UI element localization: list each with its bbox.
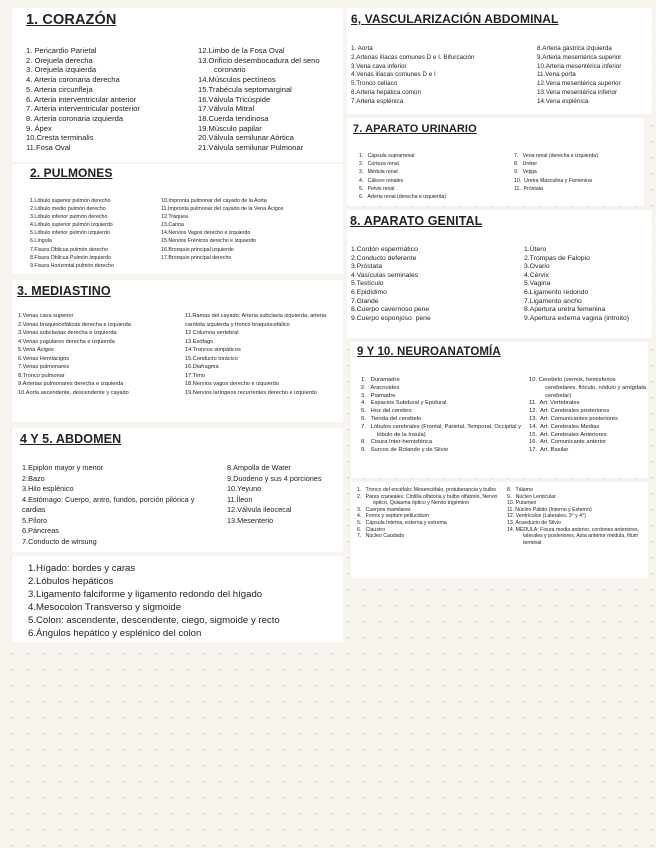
list-item: 10.Aorta ascendente, descendente y cayado: [18, 389, 129, 396]
section-title: 2. PULMONES: [30, 166, 113, 180]
list-item: 10.Yeyuno: [227, 484, 262, 493]
list-item: 4.Venas yugulares derecha e izquierda: [18, 338, 115, 345]
list-item: 19.Nervios laríngeos recurrentes derecho e izquierdo: [185, 389, 317, 396]
list-item: 4.Vasículas seminales: [351, 271, 419, 279]
list-item: 1. Cápsula suprarrenal: [359, 153, 415, 159]
list-item: 6.Epidídimo: [351, 288, 387, 296]
list-item: 11.Íleon: [227, 494, 253, 504]
list-item: 5.Vena Ácigos: [18, 347, 54, 353]
section-title: 1. CORAZÓN: [26, 12, 117, 28]
list-item: 6. Claustro: [357, 526, 385, 533]
section-title: 7. APARATO URINARIO: [353, 123, 477, 135]
list-item: 7.Glande: [351, 297, 379, 305]
list-item: 14.Vena esplénica: [537, 97, 589, 105]
list-item: 6.Ligamento redondo: [524, 288, 589, 296]
list-item: 6. Arteria renal (derecha e izquierda): [359, 194, 447, 201]
list-item: 3.Ovario: [524, 263, 550, 271]
list-item: 4. Espacios Subdural y Epidural: [361, 400, 447, 407]
list-item: 5. Cápsula Interna, externa y extrema: [357, 519, 447, 526]
list-item: 12.Tráquea: [161, 214, 188, 221]
list-item: 10. Putamen: [507, 500, 537, 507]
list-item: 12.Columna vertebral: [185, 330, 239, 336]
list-item: 2.Venas braquiocefálicas derecha e izquierda: [18, 321, 131, 328]
list-item: 7.Fisura Oblicua pulmón derecho: [30, 246, 109, 253]
column-right: [185, 312, 335, 397]
list-item: 8.Arteria gástrica izquierda: [537, 45, 612, 52]
list-item: 3.Próstata: [351, 263, 382, 271]
list-item: 6. Arteria interventricular anterior: [26, 94, 137, 104]
list-item: 9. Ápex: [26, 123, 52, 133]
list-item: 3.Lóbulo inferior pulmón derecho: [30, 214, 108, 221]
list-item: 4.Mesocolon Transverso y sigmoide: [28, 602, 182, 613]
list-item: 8.Ampolla de Water: [227, 463, 291, 472]
list-item: 2. Orejuela derecha: [26, 55, 93, 65]
list-item: 4.Lóbulo superior pulmón izquierdo: [30, 222, 113, 229]
list-item: 4.Venas ilíacas comunes D e I: [351, 71, 436, 79]
list-item: 10.Impronta pulmonar del cayado de la Aorta: [161, 198, 267, 204]
list-item: 2.Lóbulos hepáticos: [28, 576, 114, 587]
list-item: 20.Válvula semilunar Aórtica: [198, 133, 294, 143]
list-item: 9.Fisura Horizontal pulmón derecho: [30, 262, 114, 269]
list-item: 3.Ligamento falciforme y ligamento redondo del hígado: [28, 589, 263, 600]
list-item: 8.Tronco pulmonar: [18, 372, 65, 379]
list-item: 14. MÉDULA: Fisura media anterior, cordones anteriores, laterales y posteriores, Asta anterior médula, filum terminal: [507, 526, 641, 546]
list-item: 8.Cuerpo cavernoso pene: [351, 306, 430, 314]
list-item: 15.Nervios Frénicos derecho e izquierdo: [161, 238, 257, 245]
list-item: 7.Venas pulmonares: [18, 364, 69, 370]
column-left: [351, 246, 524, 323]
list-item: 5.Vagina: [524, 280, 551, 288]
list-item: 11.Vena porta: [537, 71, 576, 79]
section-neuro: [351, 342, 648, 478]
list-item: 5. Arteria circunfleja: [26, 84, 93, 94]
section-corazon: [12, 8, 343, 162]
list-item: 12.Vena mesentérica superior: [537, 80, 621, 88]
column-right: [529, 377, 647, 455]
list-item: 1.Lóbulo superior pulmón derecho: [30, 198, 111, 204]
list-item: 4. Cálices renales: [359, 177, 404, 184]
list-item: 3. Piamadre: [361, 392, 396, 399]
column-right: [524, 246, 650, 323]
section-neuro-continuation: [351, 482, 648, 578]
list-item: 19.Músculo papilar: [198, 123, 262, 133]
section-title: 6, VASCULARIZACIÓN ABDOMINAL: [351, 12, 559, 26]
list-item: 1. Pericardio Parietal: [26, 46, 97, 55]
section-title: 8. APARATO GENITAL: [350, 214, 483, 228]
column-right: [227, 463, 343, 547]
list-item: 3. Cuerpos mamilares: [357, 506, 411, 513]
list-item: 3.Vena cava inferior: [351, 62, 407, 70]
list-item: 8.Fisura Oblicua Pulmón izquierdo: [30, 254, 111, 261]
section-mediastino: [12, 280, 343, 422]
list-item: 13.Mesenterio: [227, 515, 274, 525]
list-item: 21.Válvula semilunar Pulmonar: [198, 143, 304, 153]
list-item: 5.Colon: ascendente, descendente, ciego, sigmoide y recto: [28, 615, 280, 626]
list-item: 13.Esófago: [185, 338, 214, 345]
list-item: 10.Cresta terminalis: [26, 133, 94, 143]
list-item: 7.Arteria esplénica: [351, 97, 404, 105]
list-item: 7. Arteria interventricular posterior: [26, 104, 140, 114]
list-item: 5.Lóbulo inferior pulmón izquierdo: [30, 230, 110, 237]
list-item: 14. Art. Cerebrales Medias: [529, 423, 600, 430]
list-item: 2.Lóbulo medio pulmón derecho: [30, 206, 106, 213]
column-left: [18, 312, 185, 397]
list-item: 11. Art. Vertebrales: [529, 400, 580, 407]
list-item: 7.Conducto de wirsung: [22, 536, 97, 546]
list-item: 10. Uretra Masculina y Femenina: [514, 177, 592, 184]
list-item: 9.Duodeno y sus 4 porciones: [227, 473, 322, 483]
section-genital: [347, 210, 652, 338]
column-left: [357, 487, 507, 546]
list-item: 5.Píloro: [22, 515, 48, 525]
list-item: 2.Arterias ilíacas comunes D e I. Bifurcación: [351, 53, 475, 61]
list-item: 12.Limbo de la Fosa Oval: [198, 46, 285, 55]
list-item: 11.Fosa Oval: [26, 143, 71, 153]
list-item: 1.Hígado: bordes y caras: [28, 563, 136, 574]
list-item: 6.Língula: [30, 238, 52, 245]
column-left: [26, 46, 198, 153]
list-item: 8. Uréter: [514, 161, 538, 168]
column-right: [161, 197, 337, 270]
column-left: [22, 463, 227, 547]
list-item: 7. Vena renal (derecha e izquierda): [514, 153, 598, 159]
list-item: 18.Cuerda tendinosa: [198, 113, 269, 123]
list-item: 9.Arterias pulmonares derecha e izquierda: [18, 381, 124, 387]
list-item: 13. Art. Comunicantes posteriores: [529, 415, 618, 422]
list-item: 9.Arteria mesentérica superior: [537, 53, 622, 61]
list-item: 2. Corteza renal: [359, 161, 399, 168]
list-item: 9.Apertura externa vagina (introito): [524, 314, 630, 322]
list-item: 11.Ramas del cayado: Arteria subclavia izquierda, arteria carótida izquierda y tronco braquiocefálico: [185, 313, 328, 328]
list-item: 9. Núcleo Lenticular: [507, 493, 556, 500]
list-item: 4.Cérvix: [524, 271, 549, 279]
list-item: 5. Hoz del cerebro: [361, 408, 412, 415]
list-item: 15.Conducto torácico: [185, 355, 238, 362]
list-item: 6. Tienda del cerebelo: [361, 415, 422, 422]
section-urinario: [347, 118, 644, 206]
list-item: 1. Duramadre: [361, 377, 400, 383]
list-item: 15.Trabécula septomarginal: [198, 84, 292, 94]
list-item: 2.Conducto deferente: [351, 254, 417, 262]
list-item: 3.Venas subclavias derecha e izquierda: [18, 330, 117, 336]
list-item: 9.Cuerpo esponjoso pene: [351, 314, 431, 322]
list-item: 15. Art. Cerebrales Anteriores: [529, 431, 607, 438]
list-item: 1. Aorta: [351, 45, 373, 52]
list-item: 6.Ángulos hepático y esplénico del colon: [28, 628, 202, 639]
list-item: 7.Ligamento ancho: [524, 297, 582, 305]
list-item: 17. Art. Basilar: [529, 447, 569, 454]
list-item: 2.Trompas de Falopio: [524, 254, 590, 262]
column-right: [514, 152, 641, 201]
list-item: 7. Núcleo Caudado: [357, 533, 405, 540]
list-item: 14.Troncos simpáticos: [185, 347, 241, 353]
list-item: 1. Tronco del encéfalo: Mesencéfalo, protuberancia y bulbo: [357, 487, 496, 493]
list-item: 5.Tronco celíaco: [351, 80, 398, 88]
list-item: 11. Núcleo Pálido (Interno y Externo): [507, 506, 592, 513]
section-higado: [12, 556, 343, 642]
list-item: 14.Nervios Vagos derecho e izquierdo: [161, 230, 251, 237]
list-item: 16. Art. Comunicante anterior: [529, 439, 607, 446]
list-item: 3. Médula renal: [359, 169, 398, 176]
list-item: 9. Vejiga: [514, 169, 537, 176]
list-item: 18.Nervios vagos derecho e izquierdo: [185, 381, 279, 387]
list-item: 6.Venas Hemiácigos: [18, 355, 69, 362]
section-pulmones: [12, 164, 343, 274]
list-item: 2. Pares craneales: Cintilla olfatoria y bulbo olfatorio, Nervio óptico, Quiasma óptico y Nervio trigémino: [357, 493, 499, 507]
list-item: 12.Válvula ileocecal: [227, 505, 292, 514]
column-right: [198, 46, 340, 153]
list-item: 14.Músculos pectíneos: [198, 75, 276, 85]
list-item: 6.Arteria hepática común: [351, 88, 422, 96]
column-left: [30, 197, 161, 270]
list-item: 4.Estómago: Cuerpo, antro, fundos, porción pilórica y cardias: [22, 494, 197, 514]
list-item: 6.Páncreas: [22, 526, 59, 535]
list-item: 12. Art. Cerebrales posteriores: [529, 408, 610, 415]
list-item: 10.Arteria mesentérica inferior: [537, 62, 622, 70]
section-abdomen: [12, 428, 343, 552]
list-item: 17.Bronquio principal derecho: [161, 254, 232, 261]
list-item: 7. Lóbulos cerebrales (Frontal, Parietal, Temporal, Occipital y lóbulo de la ínsula): [361, 423, 523, 438]
column-left: [361, 377, 529, 455]
list-item: 13.Carina: [161, 222, 184, 229]
item-list: [28, 562, 340, 640]
list-item: 11.Impronta pulmonar del cayado de la Vena Ácigos: [161, 206, 284, 213]
list-item: 5.Testículo: [351, 280, 384, 288]
section-vascularizacion: [347, 8, 652, 114]
section-title: 9 Y 10. NEUROANATOMÍA: [357, 346, 501, 358]
list-item: 2. Aracnoides: [361, 384, 400, 391]
list-item: 9. Surcos de Rolando y de Silvio: [361, 447, 449, 454]
list-item: 8. Tálamo: [507, 487, 533, 493]
list-item: 13.Orificio desembocadura del seno coronario: [198, 55, 322, 75]
list-item: 8.Apertura uretra femenina: [524, 306, 606, 314]
list-item: 16.Bronquio principal izquierdo: [161, 246, 234, 253]
list-item: 17.Timo: [185, 372, 205, 379]
list-item: 10. Cerebelo (vermix, hemisferios cerebelares, flóculo, nódulo y amígdala cerebelar): [529, 377, 648, 399]
list-item: 13. Acueducto de Silvio: [507, 519, 561, 526]
section-title: 4 Y 5. ABDOMEN: [20, 432, 122, 446]
list-item: 8. Arteria coronaria izquierda: [26, 113, 124, 123]
column-right: [537, 45, 652, 107]
list-item: 13.Vena mesentérica inferior: [537, 88, 618, 96]
list-item: 5. Pelvis renal: [359, 185, 395, 192]
list-item: 1.Útero: [524, 246, 547, 253]
list-item: 1.Cordón espermático: [351, 246, 418, 253]
list-item: 1.Venas cava superior: [18, 313, 74, 319]
list-item: 12. Ventrículos (Laterales, 3° y 4°): [507, 513, 586, 520]
list-item: 4. Fornix y septum pellucidum: [357, 513, 429, 520]
column-left: [351, 45, 537, 107]
list-item: 3. Orejuela izquierda: [26, 65, 97, 75]
list-item: 17.Válvula Mitral: [198, 104, 255, 114]
list-item: 3.Hilo esplénico: [22, 484, 74, 493]
column-left: [359, 152, 514, 201]
list-item: 2.Bazo: [22, 473, 45, 483]
list-item: 16.Válvula Tricúspide: [198, 94, 271, 104]
list-item: 8. Cisura Inter-hemisférica: [361, 439, 433, 446]
column-right: [507, 487, 644, 546]
list-item: 11. Próstata: [514, 185, 544, 192]
list-item: 1.Epiplon mayor y menor: [22, 463, 104, 472]
list-item: 16.Diafragma: [185, 364, 219, 370]
section-title: 3. MEDIASTINO: [17, 284, 111, 298]
list-item: 4. Arteria coronaria derecha: [26, 75, 120, 85]
